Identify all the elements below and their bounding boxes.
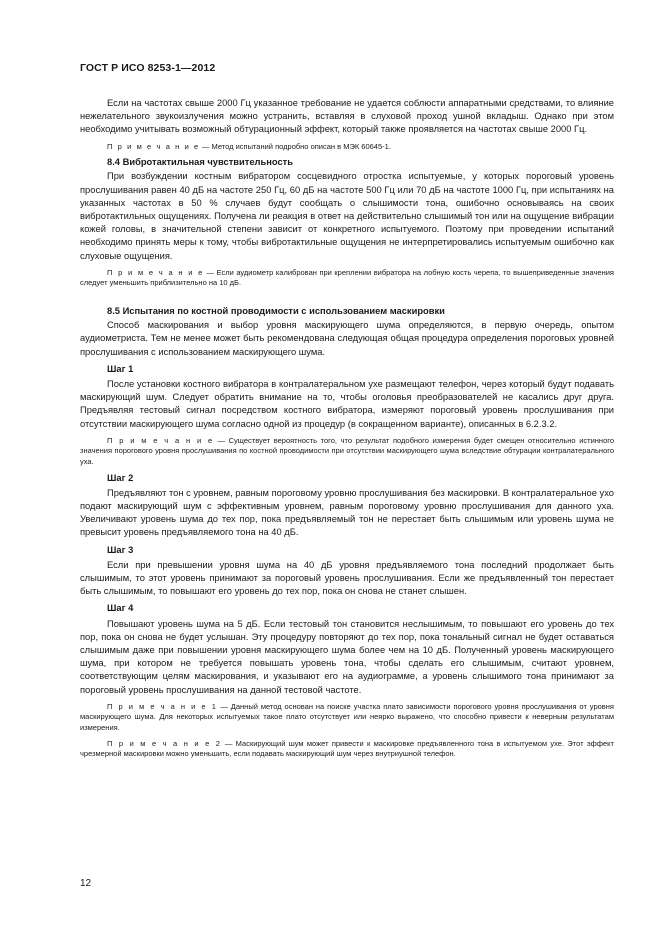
document-page — [80, 62, 614, 764]
step-2-title: Шаг 2 — [107, 472, 134, 483]
note-label: П р и м е ч а н и е — [107, 141, 200, 151]
note-label: П р и м е ч а н и е — [107, 435, 214, 445]
note-text: — Метод испытаний подробно описан в МЭК 60645-1. — [199, 141, 391, 151]
step-3-title: Шаг 3 — [107, 544, 134, 555]
step-2-paragraph: Предъявляют тон с уровнем, равным пороговому уровню прослушивания без маскировки. В контралатеральное ухо подают маскирующий шум с эффективным уровнем, равным пороговому уровню прослушивания для данного уха. Увеличивают уровень шума до тех пор, пока предъявляемый тон не перестает быть слышимым или уровень шума не превысит уровень предъявляемого тона на 40 дБ. — [80, 487, 614, 538]
step-1-title: Шаг 1 — [107, 363, 134, 374]
document-header: ГОСТ Р ИСО 8253-1—2012 — [80, 62, 216, 74]
note-text: — Если аудиометр калиброван при креплении вибратора на лобную кость черепа, то вышеприведенные значения следует уменьшить приблизительно на 10 дБ. — [80, 267, 614, 288]
intro-paragraph: Если на частотах свыше 2000 Гц указанное требование не удается соблюсти аппаратными средствами, то влияние нежелательного звукоизлучения можно устранить, вставляя в слуховой проход ушной вкладыш. Однако при этом необходимо учитывать возможный обтурационный эффект, который также проявляется на частотах свыше 2000 Гц. — [80, 98, 614, 135]
step-1-paragraph: После установки костного вибратора в контралатеральном ухе размещают телефон, через который будут подавать маскирующий шум. Следует обратить внимание на то, чтобы оголовья преобразователей не касались друг друга. Предъявляя тестовый сигнал посредством костного вибратора, измеряют пороговый уровень прослушивания при отсутствии маскирующего шума согласно одной из процедур (в сокращенном варианте), описанных в 6.2.3.2. — [80, 379, 614, 429]
note-text: — Данный метод основан на поиске участка плато зависимости порогового уровня прослушивания от уровня маскирующего шума. Для некоторых испытуемых такое плато отсутствует или неярко выражено, что способно привести к неверным результатам измерения. — [80, 701, 614, 733]
section-heading-8-4: 8.4 Вибротактильная чувствительность — [107, 157, 293, 168]
note — [80, 268, 614, 289]
note-text: — Маскирующий шум может привести к маскировке предъявленного тона в испытуемом ухе. Этот эффект чрезмерной маскировки можно уменьшить, если подавать маскирующий шум через внутриушной телефон. — [80, 738, 614, 759]
note-text: — Существует вероятность того, что результат подобного измерения будет смещен относительно истинного значения порогового уровня прослушивания по костной проводимости при отсутствии маскирующего шума вследствие обтурации контралатерального уха. — [80, 435, 614, 467]
note-label: П р и м е ч а н и е 2 — [107, 738, 222, 748]
section-heading-8-5: 8.5 Испытания по костной проводимости с использованием маскировки — [107, 306, 445, 317]
note — [80, 702, 614, 734]
note — [80, 436, 614, 468]
section-8-4-paragraph: При возбуждении костным вибратором сосцевидного отростка испытуемые, у которых пороговый уровень прослушивания равен 40 дБ на частоте 250 Гц, 60 дБ на частоте 500 Гц или 70 дБ на частоте 1000 Гц, при испытаниях на указанных частотах в 50 % случаев будут сообщать о слышимости тона, ошибочно основываясь на своих вибротактильных ощущениях. Получена ли реакция в ответ на действительно слышимый тон или на ощущение вибрации кожей головы, в значительной степени зависит от конкретного испытуемого. Поэтому при проведении испытаний необходимо принять меры к тому, чтобы вибротактильные ощущения не интерпретировались испытуемым ошибочно как слуховые ощущения. — [80, 171, 614, 261]
step-3-paragraph: Если при превышении уровня шума на 40 дБ уровня предъявляемого тона последний продолжает быть слышимым, то этот уровень принимают за пороговый уровень прослушивания. Если же предъявленный тон перестает быть слышимым, то повышают его уровень до тех пор, пока он снова не станет слышен. — [80, 559, 614, 597]
note — [80, 739, 614, 760]
section-8-5-paragraph: Способ маскирования и выбор уровня маскирующего шума определяются, в первую очередь, опытом аудиометриста. Тем не менее может быть рекомендована следующая общая процедура определения пороговых уровней прослушивания с использованием маскирующего шума. — [80, 320, 614, 357]
step-4-title: Шаг 4 — [107, 603, 134, 614]
page-number: 12 — [80, 878, 92, 889]
note-label: П р и м е ч а н и е 1 — [107, 701, 218, 711]
step-4-paragraph: Повышают уровень шума на 5 дБ. Если тестовый тон становится неслышимым, то повышают его уровень до тех пор, пока он снова не будет услышан. Эту процедуру повторяют до тех пор, пока тональный сигнал не будет оставаться слышимым даже при повышении уровня маскирующего шума более чем на 10 дБ. Полученный уровень маскирующего шума, при котором не требуется повышать уровень тона, чтобы сделать его слышимым, считают уровнем, соответствующим целям маскирования, и указывают его на аудиограмме, а уровень слышимого тона принимают за пороговый уровень прослушивания на данной тестовой частоте. — [80, 618, 614, 695]
note-label: П р и м е ч а н и е — [107, 267, 204, 277]
note — [80, 142, 614, 153]
